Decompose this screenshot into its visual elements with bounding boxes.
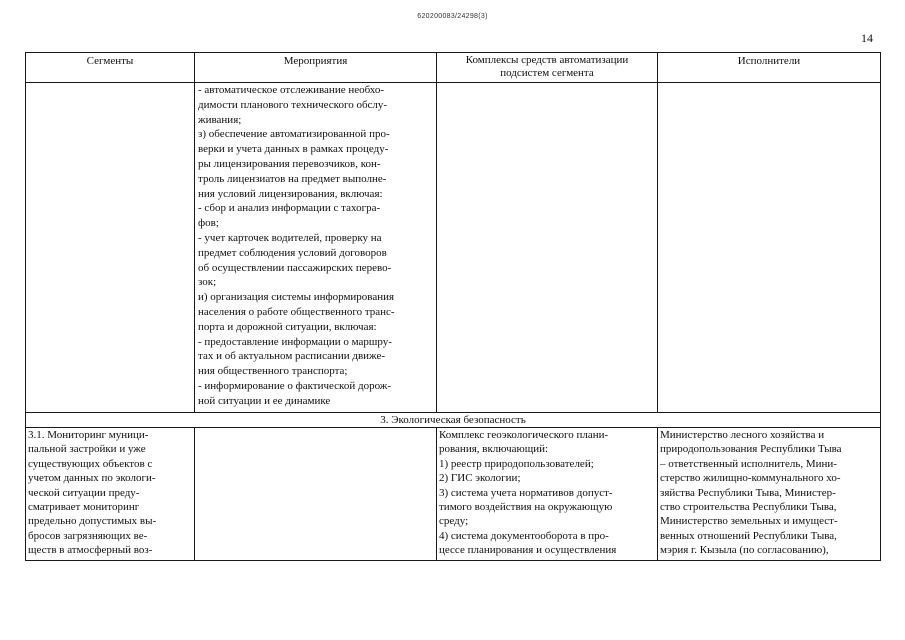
table-left-border <box>25 52 26 560</box>
header-automation-systems: Комплексы средств автоматизации подсистем сегмента <box>465 54 629 79</box>
executors-cell: Министерство лесного хозяйства и природопользования Республики Тыва – ответственный исполнитель, Мини- стерство жилищно-коммунального хо- зяйства Республики Тыва, Министер- ство строительства Республики Тыва, Министерство земельных и имущест- венных отношений Республики Тыва, мэрия г. Кызыла (по согласованию), <box>660 429 842 557</box>
measures-cell: - автоматическое отслеживание необхо- димости планового технического обслу- живания; з) обеспечение автоматизированной про- верки и учета данных в рамках процеду- ры лицензирования перевозчиков, кон- троль лицензиатов на предмет выполне- ния условий лицензирования, включая: - сбор и анализ информации с тахогра- фов; - учет карточек водителей, проверку на предмет соблюдения условий договоров об осуществлении пассажирских перево- зок; и) организация системы информирования населения о работе общественного транс- порта и дорожной ситуации, включая: - предоставление информации о маршру- тах и об актуальном расписании движе- ния общественного транспорта; - информирование о фактической дорож- ной ситуации и ее динамике <box>198 84 395 407</box>
header-segments: Сегменты <box>86 55 134 67</box>
header-measures: Мероприятия <box>283 55 348 67</box>
section-heading: 3. Экологическая безопасность <box>380 414 526 426</box>
systems-cell: Комплекс геоэкологического плани- рования, включающий: 1) реестр природопользователей; 2) ГИС экологии; 3) система учета нормативов допуст- тимого воздействия на окружающую среду; 4) система документооборота в про- цессе планирования и осуществления <box>439 429 617 557</box>
header-bottom-border <box>25 82 881 83</box>
document-code: 620200083/24298(3) <box>417 13 488 20</box>
column-separator <box>657 427 658 560</box>
column-separator <box>657 52 658 412</box>
table-right-border <box>880 52 881 560</box>
column-separator <box>436 427 437 560</box>
table-top-border <box>25 52 881 53</box>
header-executors: Исполнители <box>737 55 801 67</box>
column-separator <box>194 427 195 560</box>
table-bottom-border <box>25 560 881 561</box>
page-number: 14 <box>861 31 873 45</box>
column-separator <box>194 52 195 412</box>
column-separator <box>436 52 437 412</box>
segment-cell: 3.1. Мониторинг муници- пальной застройки и уже существующих объектов с учетом данных по экологи- ческой ситуации преду- сматривает мониторинг предельно допустимых вы- бросов загрязняющих ве- ществ в атмосферный воз- <box>28 429 157 557</box>
